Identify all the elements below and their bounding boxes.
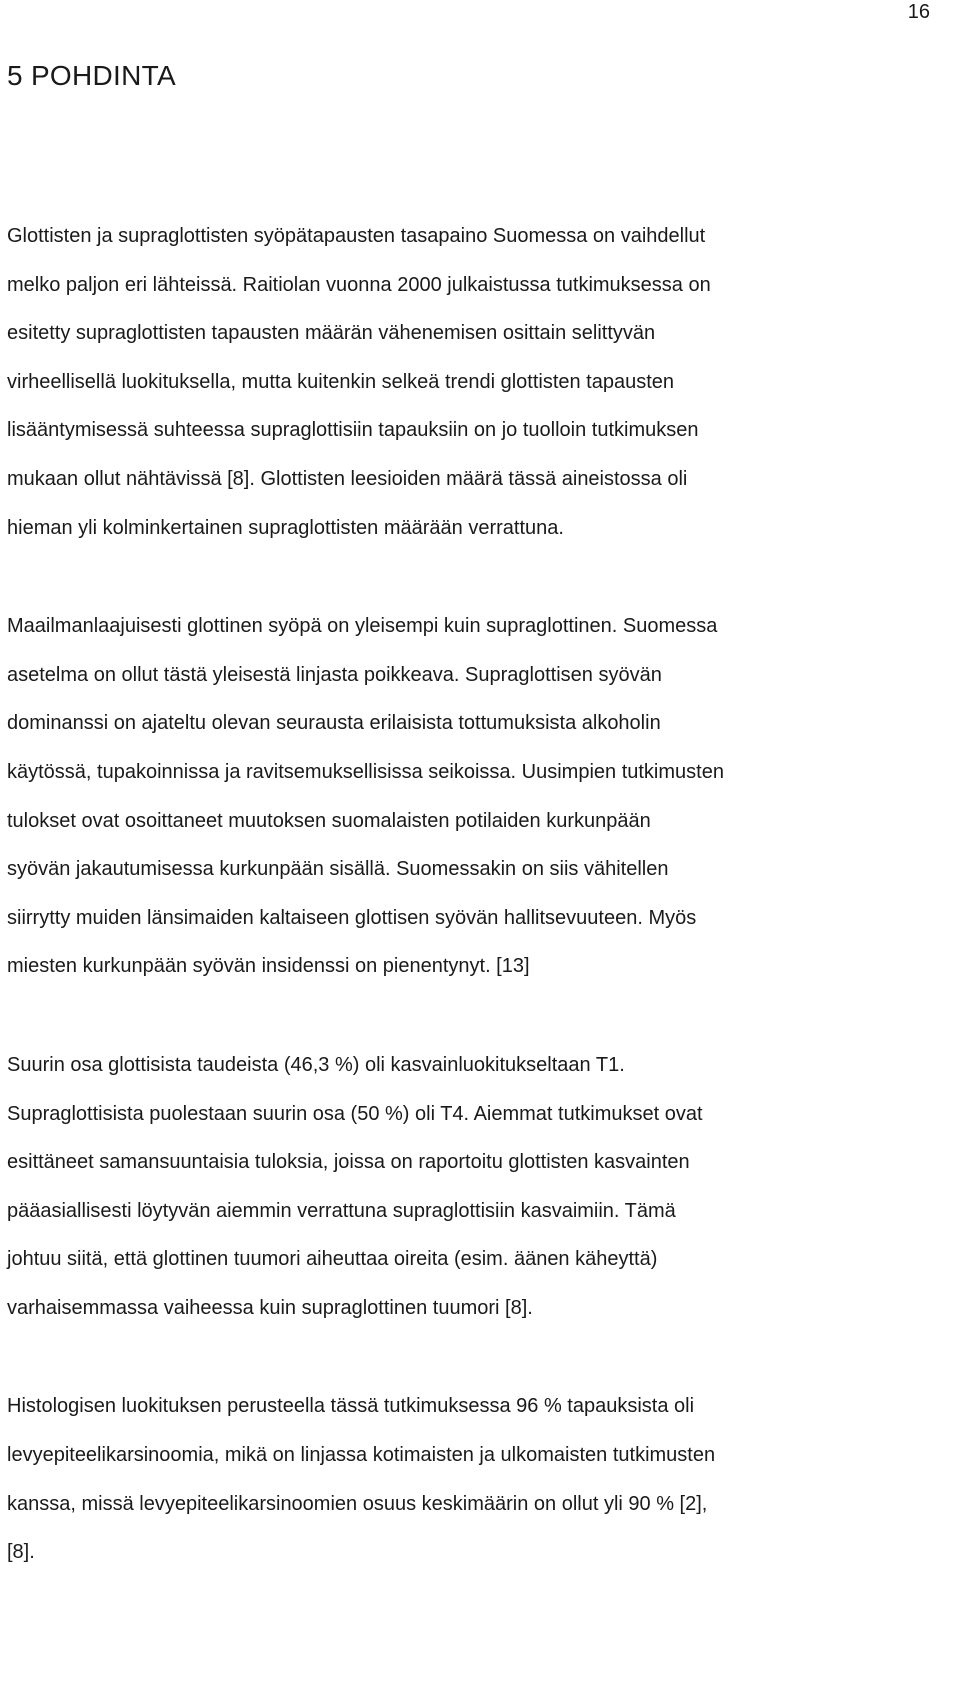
paragraph-4 [7,1382,947,1576]
text-line: miesten kurkunpään syövän insidenssi on pienentynyt. [13] [7,955,530,978]
text-line: melko paljon eri lähteissä. Raitiolan vuonna 2000 julkaistussa tutkimuksessa on [7,273,711,296]
text-line: varhaisemmassa vaiheessa kuin supraglottinen tuumori [8]. [7,1296,533,1319]
text-line: virheellisellä luokituksella, mutta kuitenkin selkeä trendi glottisten tapausten [7,370,675,393]
text-line: dominanssi on ajateltu olevan seurausta erilaisista tottumuksista alkoholin [7,712,661,735]
paragraph-1 [7,212,947,552]
text-line: tulokset ovat osoittaneet muutoksen suomalaisten potilaiden kurkunpään [7,809,651,832]
text-line: Maailmanlaajuisesti glottinen syöpä on yleisempi kuin supraglottinen. Suomessa [7,615,718,638]
paragraph-3 [7,1041,947,1333]
text-line: asetelma on ollut tästä yleisestä linjasta poikkeava. Supraglottisen syövän [7,663,662,686]
text-line: hieman yli kolminkertainen supraglottisten määrään verrattuna. [7,516,564,539]
page-number: 16 [907,1,930,23]
text-line: esittäneet samansuuntaisia tuloksia, joissa on raportoitu glottisten kasvainten [7,1151,690,1174]
text-line: esitetty supraglottisten tapausten määrän vähenemisen osittain selittyvän [7,322,656,345]
text-line: käytössä, tupakoinnissa ja ravitsemuksellisissa seikoissa. Uusimpien tutkimusten [7,760,724,783]
text-line: siirrytty muiden länsimaiden kaltaiseen glottisen syövän hallitsevuuteen. Myös [7,906,697,929]
text-line: levyepiteelikarsinoomia, mikä on linjassa kotimaisten ja ulkomaisten tutkimusten [7,1444,716,1467]
text-line: kanssa, missä levyepiteelikarsinoomien osuus keskimäärin on ollut yli 90 % [2], [7,1492,708,1515]
text-line: Glottisten ja supraglottisten syöpätapausten tasapaino Suomessa on vaihdellut [7,225,706,247]
text-line: johtuu siitä, että glottinen tuumori aiheuttaa oireita (esim. äänen käheyttä) [7,1248,658,1271]
text-line: lisääntymisessä suhteessa supraglottisiin tapauksiin on jo tuolloin tutkimuksen [7,419,699,442]
text-line: Suurin osa glottisista taudeista (46,3 %) oli kasvainluokitukseltaan T1. [7,1053,625,1076]
text-line: mukaan ollut nähtävissä [8]. Glottisten leesioiden määrä tässä aineistossa oli [7,467,688,490]
text-line: Supraglottisista puolestaan suurin osa (50 %) oli T4. Aiemmat tutkimukset ovat [7,1102,703,1125]
body-text [7,212,947,1627]
text-line: syövän jakautumisessa kurkunpään sisällä. Suomessakin on siis vähitellen [7,858,669,881]
text-line: [8]. [7,1541,35,1564]
text-line: pääasiallisesti löytyvän aiemmin verrattuna supraglottisiin kasvaimiin. Tämä [7,1199,676,1222]
paragraph-2 [7,602,947,991]
text-line: Histologisen luokituksen perusteella tässä tutkimuksessa 96 % tapauksista oli [7,1395,695,1418]
chapter-title: 5 POHDINTA [7,60,176,91]
